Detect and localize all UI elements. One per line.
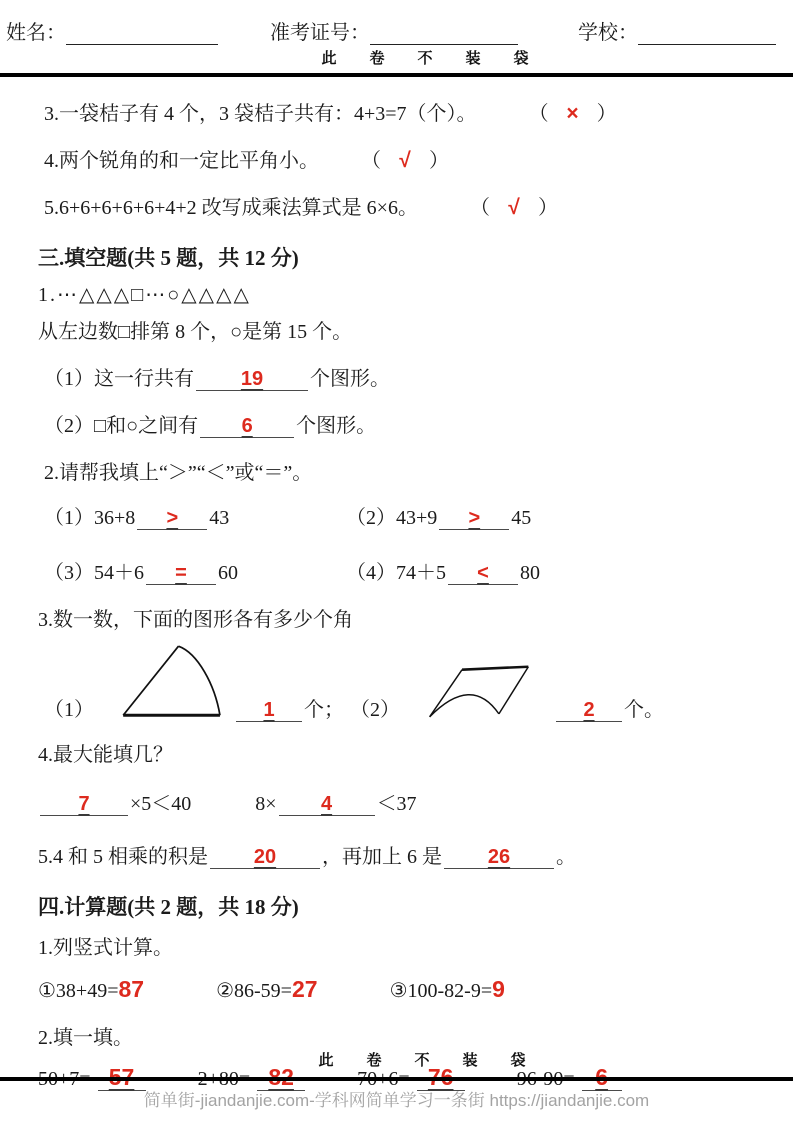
- expression-text: 70+6=: [357, 1068, 410, 1090]
- q5-answer-2: 26: [487, 846, 511, 868]
- expression-text: ①38+49=: [38, 980, 119, 1002]
- judge-question-4: [44, 144, 781, 173]
- question-text: 4.两个锐角的和一定比平角小。: [44, 150, 319, 172]
- calc2-answer-1: 57: [108, 1064, 135, 1090]
- expression-text: （1）36+8: [44, 507, 136, 529]
- answer-parens: [539, 103, 617, 125]
- name-blank-line: [66, 28, 218, 45]
- q4-blank-2: [279, 793, 375, 816]
- compare-blank: [137, 507, 207, 530]
- q4-expression-1: ×5＜40: [130, 793, 192, 815]
- header-fields: [6, 16, 787, 45]
- q3-answer-2: 2: [583, 699, 595, 721]
- exam-footer: [0, 1049, 793, 1122]
- q3-label-1: （1）: [44, 699, 94, 721]
- q4-blank-1: [40, 793, 128, 816]
- judge-question-3: [44, 97, 781, 126]
- calc1-answer-1: 87: [118, 976, 145, 1002]
- question-text: 3.一袋桔子有 4 个，3 袋桔子共有：4+3=7（个）。: [44, 103, 477, 125]
- calc1-title: 1.列竖式计算。: [38, 937, 173, 959]
- q1-sub1-blank: [196, 368, 308, 391]
- q3-blank-1: [236, 699, 302, 722]
- calc1-row: [38, 976, 781, 1003]
- q4-answer-1: 7: [78, 793, 90, 815]
- expression-text: （3）54＋6: [44, 562, 144, 584]
- question-text: 5.6+6+6+6+6+4+2 改写成乘法算式是 6×6。: [44, 197, 418, 219]
- compare-answer: <: [477, 562, 489, 584]
- compare-answer: >: [166, 507, 179, 529]
- paren-close: ）: [537, 197, 558, 219]
- exam-body: [0, 97, 793, 1091]
- q5-text: 5.4 和 5 相乘的积是: [38, 846, 208, 868]
- judge-mark: √: [399, 149, 411, 172]
- exam-no-label: 准考证号：: [270, 22, 370, 44]
- q1-symbol-row: 1.⋯△△△□⋯○△△△△: [38, 284, 251, 306]
- angle-shape-1-image: [118, 636, 226, 722]
- calc1-item-1: [38, 976, 144, 1003]
- paren-close: ）: [596, 103, 617, 125]
- q3-answer-1: 1: [263, 699, 275, 721]
- q5-blank-1: [210, 846, 320, 869]
- expression-text: 80: [520, 562, 540, 584]
- compare-blank: [146, 562, 216, 585]
- q1-sub2-suffix: 个图形。: [296, 415, 377, 437]
- expression-text: 50+7=: [38, 1068, 91, 1090]
- paren-close: ）: [429, 150, 449, 172]
- q4-expression-2-suffix: ＜37: [376, 793, 417, 815]
- calc2-answer-4: 6: [595, 1064, 609, 1090]
- name-label: 姓名：: [6, 22, 66, 44]
- q4-answer-2: 4: [321, 793, 333, 815]
- calc1-answer-2: 27: [291, 976, 318, 1002]
- expression-text: 60: [218, 562, 238, 584]
- q3-title: 3.数一数，下面的图形各有多少个角: [38, 609, 353, 631]
- exam-header: [0, 0, 793, 68]
- compare-answer: >: [468, 507, 481, 529]
- answer-parens: [371, 150, 449, 172]
- q2-compare-grid: [44, 501, 781, 585]
- q3-shapes-row: [44, 636, 781, 722]
- q3-blank-2: [556, 699, 622, 722]
- judge-question-5: [44, 191, 781, 220]
- calc1-item-3: [390, 976, 505, 1003]
- q5-mid-text: ，再加上 6 是: [322, 846, 442, 868]
- calc2-answer-2: 82: [268, 1064, 294, 1090]
- school-blank-line: [638, 28, 776, 45]
- q1-sub2: [44, 409, 781, 438]
- judge-mark: √: [508, 196, 520, 219]
- q1-sub2-text: （2）□和○之间有: [44, 415, 199, 437]
- q5-blank-2: [444, 846, 554, 869]
- q5-suffix: 。: [556, 846, 576, 868]
- expression-text: （4）74＋5: [346, 562, 446, 584]
- seal-text-bottom: 此 卷 不 装 袋: [318, 1053, 535, 1069]
- expression-text: 45: [511, 507, 532, 529]
- q5-answer-1: 20: [253, 846, 277, 868]
- school-field: [578, 16, 776, 45]
- q4-answers-row: [38, 787, 781, 816]
- q1-sub2-answer: 6: [241, 415, 253, 437]
- q3-suffix-2: 个。: [624, 699, 664, 721]
- name-field: [6, 16, 218, 45]
- q1-sub1-suffix: 个图形。: [310, 368, 390, 390]
- school-label: 学校：: [578, 22, 638, 44]
- expression-text: （2）43+9: [346, 507, 438, 529]
- expression-text: ③100-82-9=: [389, 980, 493, 1002]
- paren-open: （: [371, 150, 381, 172]
- paren-open: （: [479, 197, 490, 219]
- watermark-site-text: 简单街-jiandanjie.com-学科网简单学习一条街 https://jiandanjie.com: [143, 1091, 650, 1110]
- expression-text: 2+80=: [197, 1068, 251, 1090]
- q2-item-1: [44, 501, 346, 530]
- exam-no-field: [270, 16, 518, 45]
- q2-item-2: [346, 501, 781, 530]
- section-3-title: 三.填空题(共 5 题，共 12 分): [38, 246, 299, 270]
- calc1-item-2: [216, 976, 317, 1003]
- exam-no-blank-line: [370, 28, 518, 45]
- paren-open: （: [538, 103, 549, 125]
- q4-title: 4.最大能填几？: [38, 744, 173, 766]
- q1-description: 从左边数□排第 8 个，○是第 15 个。: [38, 321, 353, 343]
- q2-item-3: [44, 556, 346, 585]
- expression-text: ②86-59=: [216, 980, 292, 1002]
- q1-sub1-text: （1）这一行共有: [44, 368, 194, 390]
- expression-text: 96-90=: [516, 1068, 575, 1090]
- seal-text-top: 此 卷 不 装 袋: [321, 51, 538, 67]
- calc1-answer-3: 9: [492, 976, 505, 1002]
- judge-mark: ×: [566, 102, 579, 125]
- q4-expression-2-prefix: 8×: [255, 793, 277, 815]
- compare-blank: [439, 507, 509, 530]
- q1-sub2-blank: [200, 415, 294, 438]
- q3-label-2: （2）: [350, 699, 400, 721]
- q5-row: [38, 840, 781, 869]
- bottom-divider-rule: [0, 1077, 793, 1081]
- section-4-title: 四.计算题(共 2 题，共 18 分): [38, 895, 299, 919]
- compare-blank: [448, 562, 518, 585]
- answer-parens: [480, 197, 558, 219]
- q1-sub1-answer: 19: [240, 368, 264, 390]
- top-divider-rule: [0, 73, 793, 77]
- q2-title: 2.请帮我填上“＞”“＜”或“＝”。: [44, 462, 313, 484]
- compare-answer: =: [175, 562, 187, 584]
- q2-item-4: [346, 556, 781, 585]
- q3-suffix-1: 个；: [304, 699, 344, 721]
- angle-shape-2-image: [416, 652, 542, 722]
- q1-sub1: [44, 362, 781, 391]
- calc2-title: 2.填一填。: [38, 1027, 133, 1049]
- calc2-answer-3: 76: [427, 1064, 454, 1090]
- expression-text: 43: [209, 507, 230, 529]
